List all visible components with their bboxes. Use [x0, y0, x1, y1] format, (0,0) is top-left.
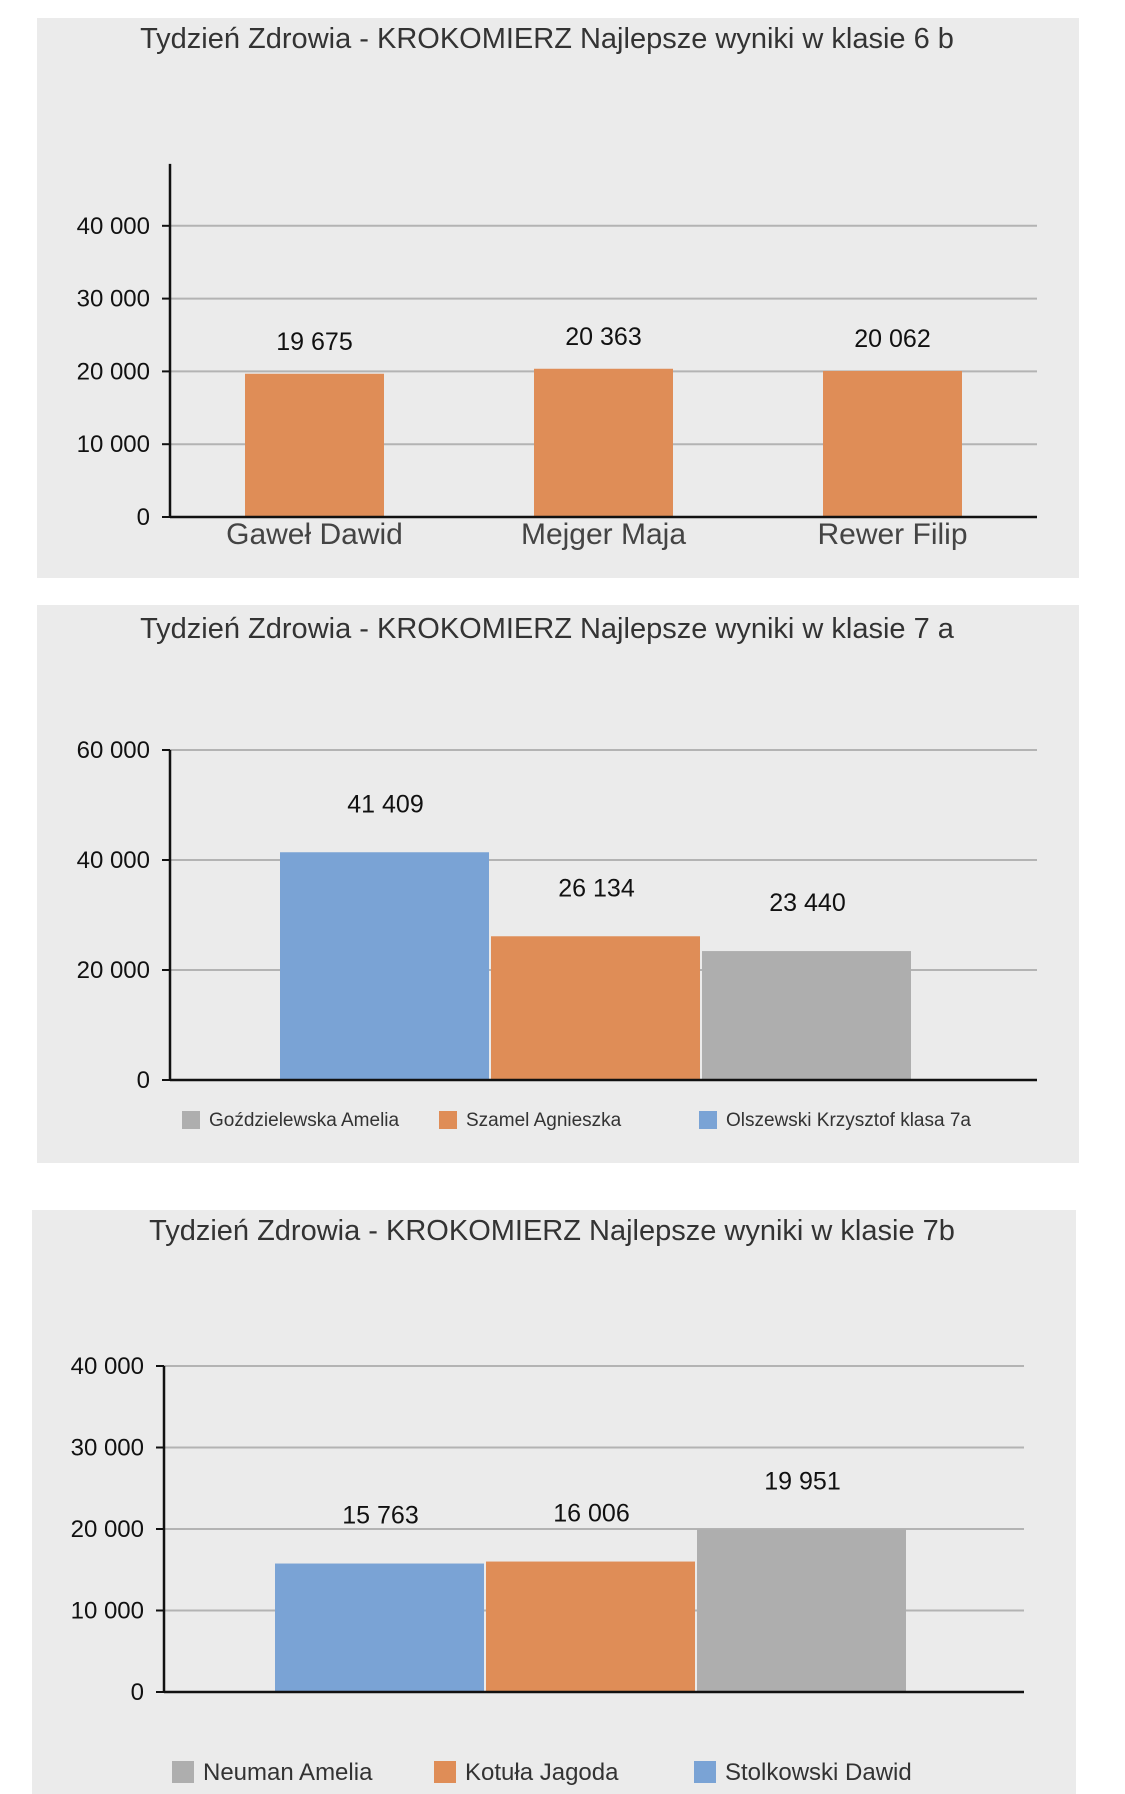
legend-label: Goździelewska Amelia	[209, 1110, 400, 1131]
chart-panel-6b	[37, 18, 1079, 578]
y-tick-label: 0	[136, 1067, 150, 1094]
legend-label: Stolkowski Dawid	[725, 1759, 912, 1786]
legend-swatch	[172, 1761, 194, 1783]
y-tick-label: 10 000	[76, 431, 150, 459]
legend-swatch	[699, 1111, 717, 1129]
y-tick-label: 40 000	[70, 1353, 144, 1380]
bar	[275, 1564, 484, 1692]
y-tick-label: 20 000	[76, 358, 150, 386]
y-tick-label: 0	[136, 504, 150, 531]
legend-swatch	[439, 1111, 457, 1129]
bar	[486, 1562, 695, 1692]
legend-label: Kotuła Jagoda	[465, 1759, 619, 1786]
x-category-label: Mejger Maja	[520, 518, 687, 551]
chart-7b	[32, 1210, 1076, 1794]
bar	[534, 369, 673, 517]
data-label: 26 134	[558, 874, 635, 903]
legend-label: Szamel Agnieszka	[466, 1110, 622, 1131]
bar	[823, 371, 962, 517]
x-category-label: Gaweł Dawid	[226, 518, 403, 551]
y-tick-label: 20 000	[76, 957, 150, 984]
chart-panel-7b	[32, 1210, 1076, 1794]
x-category-label: Rewer Filip	[817, 518, 968, 551]
chart-7a	[37, 605, 1079, 1163]
data-label: 15 763	[342, 1501, 419, 1530]
data-label: 16 006	[553, 1499, 630, 1528]
y-tick-label: 60 000	[76, 737, 150, 764]
legend-label: Olszewski Krzysztof klasa 7a	[726, 1110, 971, 1131]
data-label: 20 363	[565, 322, 642, 351]
data-label: 19 675	[276, 327, 353, 356]
legend-swatch	[694, 1761, 716, 1783]
bar	[702, 951, 911, 1080]
y-tick-label: 0	[130, 1679, 144, 1706]
data-label: 20 062	[854, 324, 931, 353]
y-tick-label: 30 000	[70, 1434, 144, 1462]
legend-label: Neuman Amelia	[203, 1759, 373, 1786]
data-label: 19 951	[764, 1467, 841, 1496]
legend-swatch	[434, 1761, 456, 1783]
y-tick-label: 30 000	[76, 285, 150, 313]
data-label: 41 409	[347, 790, 424, 819]
bar	[697, 1529, 906, 1692]
y-tick-label: 40 000	[76, 212, 150, 240]
chart-6b	[37, 18, 1079, 578]
bar	[491, 936, 700, 1080]
chart-title: Tydzień Zdrowia - KROKOMIERZ Najlepsze wyniki w klasie 7 a	[140, 613, 954, 645]
y-tick-label: 20 000	[70, 1516, 144, 1543]
chart-title: Tydzień Zdrowia - KROKOMIERZ Najlepsze wyniki w klasie 7b	[149, 1215, 955, 1247]
chart-title: Tydzień Zdrowia - KROKOMIERZ Najlepsze wyniki w klasie 6 b	[140, 23, 954, 55]
y-tick-label: 40 000	[76, 847, 150, 874]
chart-panel-7a	[37, 605, 1079, 1163]
legend-swatch	[182, 1111, 200, 1129]
bar	[245, 374, 384, 517]
data-label: 23 440	[769, 889, 846, 918]
bar	[280, 852, 489, 1080]
y-tick-label: 10 000	[70, 1597, 144, 1625]
